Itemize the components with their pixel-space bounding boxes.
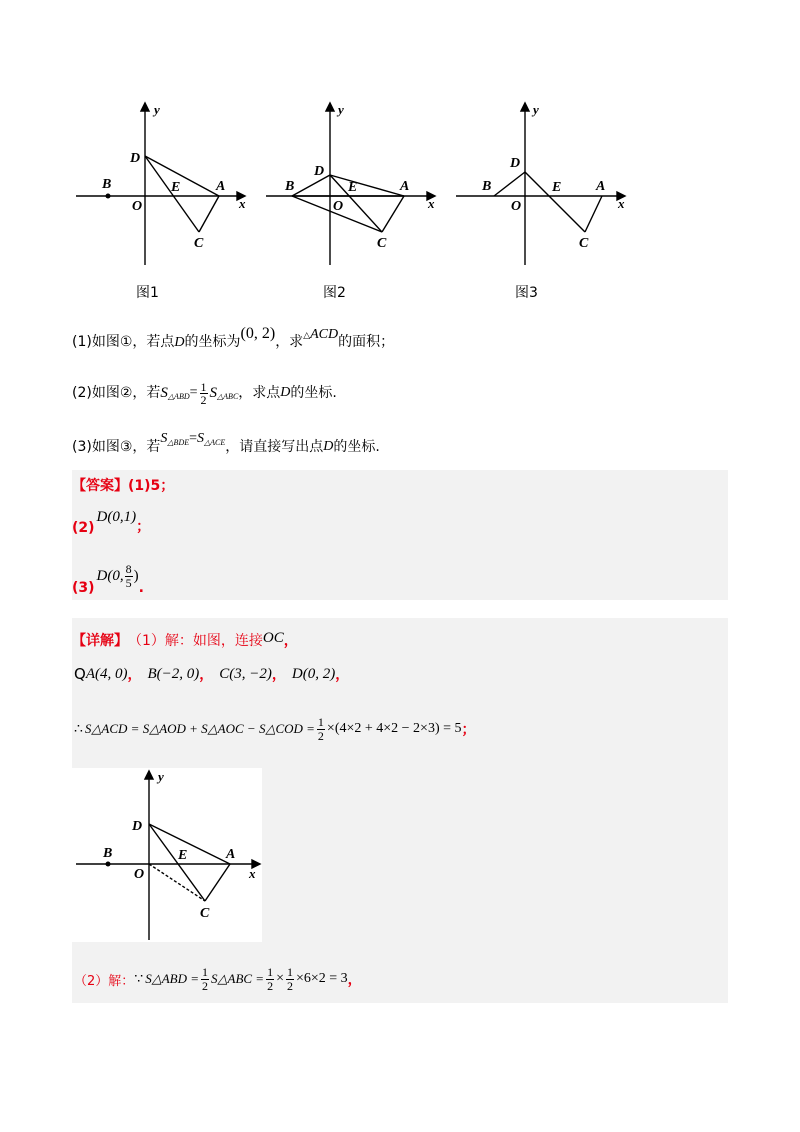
fraction-den: 2 [286,978,293,993]
math-op: = [189,385,198,400]
math-fraction [286,966,294,993]
point-e: E [171,180,181,195]
point-c-coord: C(3, −2) [219,665,272,682]
answer-line-1 [72,475,174,495]
math-var: S [160,430,168,446]
math-var: D [280,385,291,400]
math-var: D [323,439,334,454]
point-a: A [400,179,410,194]
math-op: = [189,430,198,446]
point-e: E [348,180,358,195]
point-e: E [552,180,562,195]
point-b: B [285,179,295,194]
point-b: B [482,179,492,194]
figure-2-caption: 图2 [323,285,346,301]
answer-line-3 [72,556,144,596]
point-c: C [194,236,204,251]
math-fraction [125,563,133,590]
math-var: S [160,385,168,401]
figure-3 [452,100,642,275]
math-subscript: △ABD [167,392,190,401]
math-op: × [276,971,284,986]
math-segment: OC [262,630,284,646]
answer-1: (1)5； [128,478,175,494]
fraction-num: 1 [200,379,207,394]
math-triangle: ACD [310,327,339,342]
figure-4 [72,768,262,942]
answer-3-right: ) [133,568,139,584]
math-subscript: △ABC [217,392,239,401]
detail-punct: ， [347,972,362,988]
figure-2 [262,100,452,275]
answer-number: (2) [72,520,95,536]
axis-x-label: x [428,196,435,211]
because-symbol: ∵ [134,971,144,987]
fraction-num: 1 [267,964,274,979]
question-text: ，求点 [238,385,281,401]
question-text: 的坐标. [333,439,380,455]
point-b: B [102,177,112,192]
question-text: ，请直接写出点 [225,439,324,455]
math-fraction [317,716,325,743]
axis-x-label: x [239,196,246,211]
point-c: C [377,236,387,251]
axis-y-label: y [338,102,344,117]
point-a: A [226,847,236,862]
question-number: (1) [72,334,92,350]
detail-calc [74,712,476,746]
math-var: S [197,430,205,446]
point-o: O [333,199,344,214]
point-c: C [579,236,589,251]
question-text: 的坐标为 [184,334,241,350]
fraction-num: 1 [286,964,293,979]
detail-part-2 [74,962,362,996]
point-a-coord: A(4, 0) [85,665,128,682]
area-result: ×(4×2 + 4×2 − 2×3) = 5 [326,721,462,736]
question-text: 如图③，若 [91,439,161,455]
point-b: B [103,846,113,861]
math-fraction [201,966,209,993]
detail-punct: ， [283,633,298,649]
figure-3-caption: 图3 [515,285,538,301]
detail-given [74,664,349,684]
fraction-den: 5 [125,576,132,590]
area-result: ×6×2 = 3 [295,971,348,986]
point-c: C [200,906,210,921]
question-2 [72,378,337,408]
area-expression: S△ACD = S△AOD + S△AOC − S△COD = [84,721,315,736]
fraction-den: 2 [200,392,207,407]
question-3 [72,432,380,462]
answer-3-left: D(0, [96,568,124,584]
question-text: 如图①，若点 [91,334,175,350]
fraction-den: 2 [317,728,324,743]
area-expression: S△ABC = [211,971,265,986]
point-a: A [216,179,226,194]
axis-x-label: x [618,196,625,211]
point-b-coord: B(−2, 0) [147,665,200,682]
axis-y-label: y [533,102,539,117]
axis-y-label: y [158,769,164,784]
detail-text: （1）解：如图，连接 [128,633,263,649]
point-o: O [511,199,522,214]
detail-tag: 【详解】 [72,633,128,649]
because-symbol: Q [74,665,86,683]
fraction-num: 8 [125,562,132,576]
sep: ， [335,667,350,683]
point-o: O [132,199,143,214]
math-subscript: △BDE [167,437,190,447]
answer-number: (3) [72,580,95,596]
answer-line-2 [72,506,150,536]
math-coord: (0, 2) [240,325,276,342]
point-d: D [132,819,143,834]
axis-y-label: y [154,102,160,117]
fraction-den: 2 [202,978,208,993]
figure-1 [70,100,260,275]
fraction-den: 2 [267,978,274,993]
fraction-num: 1 [317,714,324,729]
point-d-coord: D(0, 2) [291,665,336,682]
point-a: A [596,179,606,194]
point-d: D [314,164,325,179]
point-d: D [510,156,521,171]
question-text: 的坐标. [290,385,337,401]
detail-intro [72,630,298,650]
sep: ， [271,667,286,683]
question-text: ，求 [275,334,304,350]
question-number: (3) [72,439,92,455]
part-2-label: （2）解： [74,973,135,989]
sep: ， [127,667,142,683]
answer-2-expr: D(0,1) [96,509,137,525]
detail-punct: ； [461,722,476,738]
point-d: D [130,151,141,166]
answer-punct: ； [136,519,151,535]
figure-1-caption: 图1 [136,285,159,301]
math-var: D [174,335,185,350]
sep: ， [199,667,214,683]
question-number: (2) [72,385,92,401]
question-text: 的面积； [338,334,395,350]
point-e: E [178,848,188,863]
question-1: (1)如图①，若点D的坐标为(0, 2)，求△ACD的面积； [72,325,395,350]
math-fraction [266,966,274,993]
therefore-symbol: ∴ [74,721,83,737]
math-subscript: △ACE [204,437,226,447]
fraction-num: 1 [202,964,208,979]
question-text: 如图②，若 [91,385,161,401]
point-o: O [134,867,145,882]
answer-tag: 【答案】 [72,478,128,494]
math-var: S [209,385,218,401]
answer-punct: . [138,580,144,596]
math-fraction [200,381,208,406]
axis-x-label: x [249,866,256,881]
area-expression: S△ABD = [145,971,199,986]
